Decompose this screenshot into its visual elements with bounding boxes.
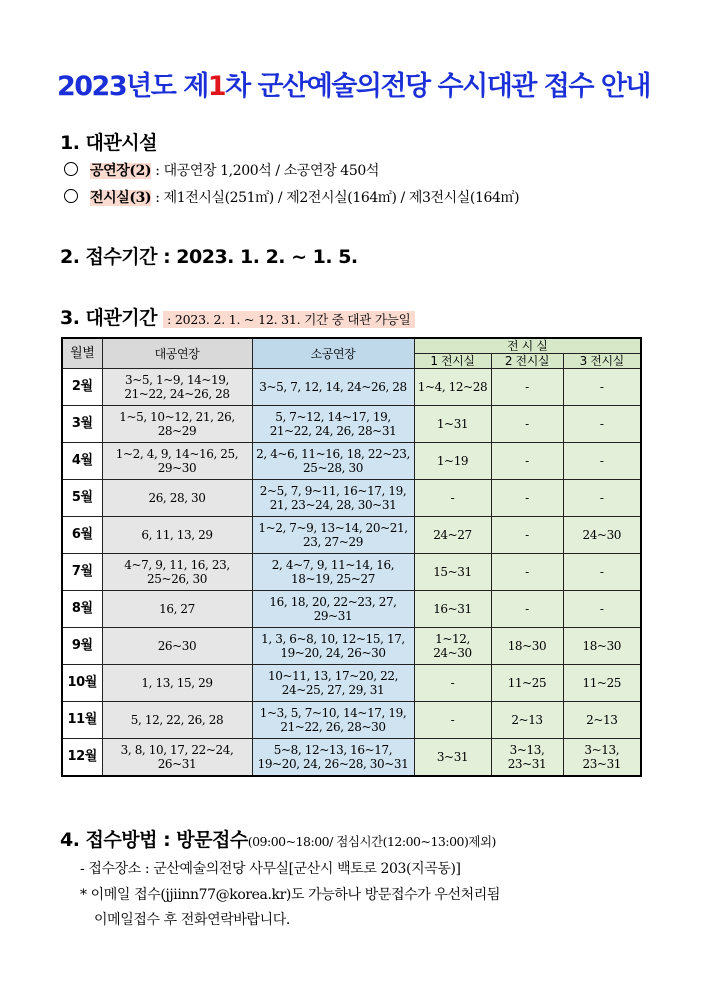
exhibition-2-cell: 2~13 (491, 702, 563, 739)
header-exhibition-1: 1 전시실 (414, 354, 491, 369)
header-exhibition-3: 3 전시실 (563, 354, 641, 369)
small-hall-cell: 2~5, 7, 9~11, 16~17, 19, 21, 23~24, 28, 30~31 (252, 480, 414, 517)
table-row (62, 443, 641, 480)
small-hall-cell: 16, 18, 20, 22~23, 27, 29~31 (252, 591, 414, 628)
reception-hours: (09:00~18:00/ 점심시간(12:00~13:00)제외) (247, 834, 496, 849)
table-row (62, 480, 641, 517)
exhibition-2-cell: - (491, 406, 563, 443)
exhibition-3-cell: 18~30 (563, 628, 641, 665)
exhibition-2-cell: - (491, 554, 563, 591)
small-hall-cell: 10~11, 13, 17~20, 22, 24~25, 27, 29, 31 (252, 665, 414, 702)
table-row (62, 406, 641, 443)
exhibition-3-cell: - (563, 480, 641, 517)
table-row (62, 739, 641, 777)
month-cell: 11월 (62, 702, 102, 739)
facility-item-exhibition: 전시실(3) : 제1전시실(251㎡) / 제2전시실(164㎡) / 제3전시실(164㎡) (64, 187, 519, 207)
circle-bullet-icon (64, 162, 78, 176)
month-cell: 5월 (62, 480, 102, 517)
title-number: 1 (207, 71, 226, 102)
exhibition-3-cell: - (563, 443, 641, 480)
month-cell: 2월 (62, 369, 102, 406)
month-cell: 4월 (62, 443, 102, 480)
small-hall-cell: 1, 3, 6~8, 10, 12~15, 17, 19~20, 24, 26~30 (252, 628, 414, 665)
facility-label: 공연장(2) (90, 163, 152, 179)
exhibition-2-cell: - (491, 369, 563, 406)
small-hall-cell: 5~8, 12~13, 16~17, 19~20, 24, 26~28, 30~31 (252, 739, 414, 777)
month-cell: 3월 (62, 406, 102, 443)
exhibition-3-cell: - (563, 591, 641, 628)
large-hall-cell: 1, 13, 15, 29 (102, 665, 252, 702)
exhibition-2-cell: 18~30 (491, 628, 563, 665)
exhibition-2-cell: - (491, 480, 563, 517)
exhibition-3-cell: 24~30 (563, 517, 641, 554)
table-row (62, 628, 641, 665)
exhibition-3-cell: 2~13 (563, 702, 641, 739)
rental-schedule-table (61, 337, 642, 777)
exhibition-3-cell: - (563, 369, 641, 406)
large-hall-cell: 26~30 (102, 628, 252, 665)
table-row (62, 369, 641, 406)
facility-label: 전시실(3) (90, 190, 152, 206)
page-title: 2023년도 제1차 군산예술의전당 수시대관 접수 안내 (56, 71, 650, 102)
exhibition-2-cell: - (491, 517, 563, 554)
small-hall-cell: 1~3, 5, 7~10, 14~17, 19, 21~22, 26, 28~30 (252, 702, 414, 739)
large-hall-cell: 1~2, 4, 9, 14~16, 25, 29~30 (102, 443, 252, 480)
small-hall-cell: 3~5, 7, 12, 14, 24~26, 28 (252, 369, 414, 406)
exhibition-3-cell: - (563, 554, 641, 591)
month-cell: 7월 (62, 554, 102, 591)
large-hall-cell: 5, 12, 22, 26, 28 (102, 702, 252, 739)
exhibition-3-cell: 11~25 (563, 665, 641, 702)
header-exhibition-2: 2 전시실 (491, 354, 563, 369)
exhibition-1-cell: 15~31 (414, 554, 491, 591)
header-exhibition: 전 시 실 (414, 338, 641, 354)
exhibition-1-cell: - (414, 480, 491, 517)
exhibition-1-cell: - (414, 702, 491, 739)
month-cell: 6월 (62, 517, 102, 554)
exhibition-1-cell: 3~31 (414, 739, 491, 777)
large-hall-cell: 26, 28, 30 (102, 480, 252, 517)
exhibition-1-cell: 1~4, 12~28 (414, 369, 491, 406)
section-4-heading: 4. 접수방법 : 방문접수(09:00~18:00/ 점심시간(12:00~13:00)제외) (60, 829, 496, 851)
header-small-hall: 소공연장 (252, 338, 414, 369)
exhibition-2-cell: 11~25 (491, 665, 563, 702)
email-note: * 이메일 접수(jjiinn77@korea.kr)도 가능하나 방문접수가 우선처리됨 (80, 887, 501, 903)
large-hall-cell: 4~7, 9, 11, 16, 23, 25~26, 30 (102, 554, 252, 591)
exhibition-1-cell: 1~31 (414, 406, 491, 443)
large-hall-cell: 3, 8, 10, 17, 22~24, 26~31 (102, 739, 252, 777)
table-row (62, 665, 641, 702)
section-2-heading: 2. 접수기간 : 2023. 1. 2. ~ 1. 5. (60, 246, 358, 268)
table-row (62, 591, 641, 628)
exhibition-3-cell: - (563, 406, 641, 443)
small-hall-cell: 2, 4~7, 9, 11~14, 16, 18~19, 25~27 (252, 554, 414, 591)
large-hall-cell: 3~5, 1~9, 14~19, 21~22, 24~26, 28 (102, 369, 252, 406)
section-3-heading: 3. 대관기간 : 2023. 2. 1. ~ 12. 31. 기간 중 대관 가능일 (60, 303, 415, 330)
header-month: 월별 (62, 338, 102, 369)
exhibition-1-cell: 1~19 (414, 443, 491, 480)
month-cell: 10월 (62, 665, 102, 702)
email-followup-note: 이메일접수 후 전화연락바랍니다. (94, 912, 290, 928)
exhibition-1-cell: 24~27 (414, 517, 491, 554)
rental-period-note: : 2023. 2. 1. ~ 12. 31. 기간 중 대관 가능일 (163, 311, 414, 328)
exhibition-3-cell: 3~13, 23~31 (563, 739, 641, 777)
table-row (62, 702, 641, 739)
table-row (62, 554, 641, 591)
month-cell: 9월 (62, 628, 102, 665)
large-hall-cell: 16, 27 (102, 591, 252, 628)
small-hall-cell: 5, 7~12, 14~17, 19, 21~22, 24, 26, 28~31 (252, 406, 414, 443)
exhibition-1-cell: 1~12, 24~30 (414, 628, 491, 665)
month-cell: 12월 (62, 739, 102, 777)
exhibition-1-cell: - (414, 665, 491, 702)
exhibition-2-cell: - (491, 443, 563, 480)
small-hall-cell: 2, 4~6, 11~16, 18, 22~23, 25~28, 30 (252, 443, 414, 480)
table-row (62, 517, 641, 554)
month-cell: 8월 (62, 591, 102, 628)
section-1-heading: 1. 대관시설 (60, 132, 157, 154)
header-large-hall: 대공연장 (102, 338, 252, 369)
reception-place: - 접수장소 : 군산예술의전당 사무실[군산시 백토로 203(지곡동)] (80, 861, 461, 877)
exhibition-2-cell: 3~13, 23~31 (491, 739, 563, 777)
exhibition-1-cell: 16~31 (414, 591, 491, 628)
large-hall-cell: 6, 11, 13, 29 (102, 517, 252, 554)
large-hall-cell: 1~5, 10~12, 21, 26, 28~29 (102, 406, 252, 443)
small-hall-cell: 1~2, 7~9, 13~14, 20~21, 23, 27~29 (252, 517, 414, 554)
facility-item-performance: 공연장(2) : 대공연장 1,200석 / 소공연장 450석 (64, 160, 379, 180)
circle-bullet-icon (64, 189, 78, 203)
exhibition-2-cell: - (491, 591, 563, 628)
